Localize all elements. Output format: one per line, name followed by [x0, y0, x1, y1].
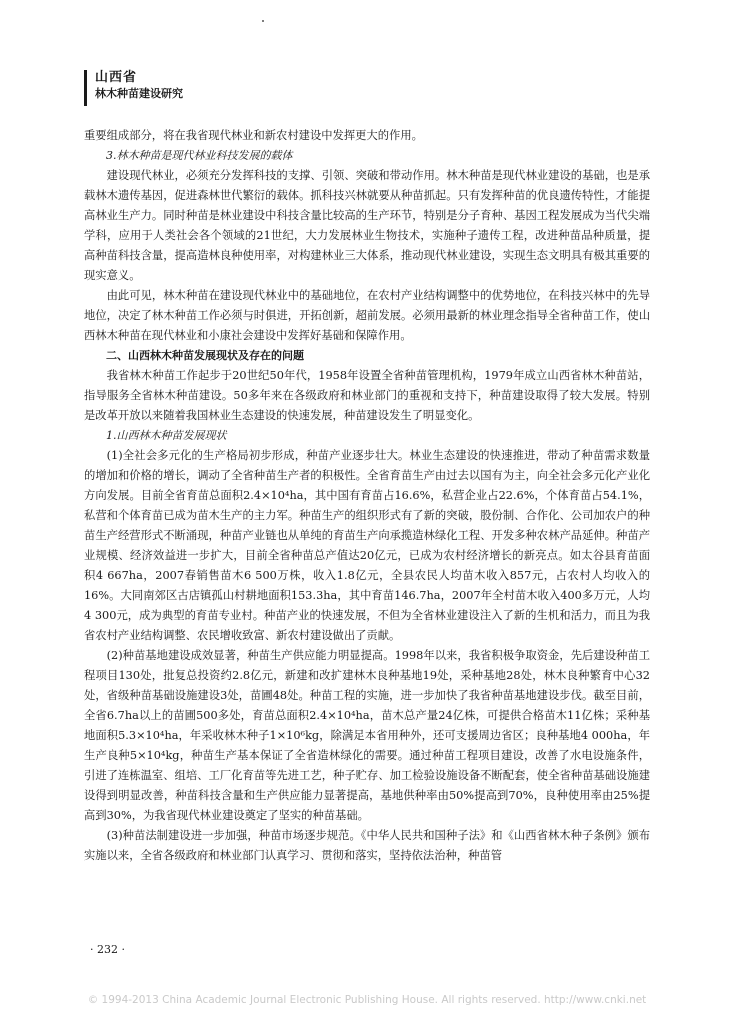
subsection-heading: 1.山西林木种苗发展现状 — [106, 429, 227, 442]
subsection-heading: 3.林木种苗是现代林业科技发展的载体 — [106, 149, 293, 162]
paragraph: 我省林木种苗工作起步于20世纪50年代，1958年设置全省种苗管理机构，1979年成立山西省林木种苗站，指导服务全省林木种苗建设。50多年来在各级政府和林业部门的重视和支持下，种苗建设取得了较大发展。特别是改革开放以来随着我国林业生态建设的快速发展，种苗建设发生了明显变化。 — [84, 369, 650, 422]
header-province: 山西省 — [95, 70, 138, 85]
scan-speck — [262, 20, 264, 22]
paragraph-continuation: 重要组成部分，将在我省现代林业和新农村建设中发挥更大的作用。 — [84, 129, 423, 142]
header-subtitle: 林木种苗建设研究 — [95, 87, 183, 100]
paragraph: (3)种苗法制建设进一步加强，种苗市场逐步规范。《中华人民共和国种子法》和《山西省林木种子条例》颁布实施以来，全省各级政府和林业部门认真学习、贯彻和落实，坚持依法治种，种苗管 — [84, 829, 650, 862]
paragraph: 建设现代林业，必须充分发挥科技的支撑、引领、突破和带动作用。林木种苗是现代林业建设的基础，也是承载林木遗传基因，促进森林世代繁衍的载体。抓科技兴林就要从种苗抓起。只有发挥种苗的优良遗传特性，才能提高林业生产力。同时种苗是林业建设中科技含量比较高的生产环节，特别是分子育种、基因工程发展成为当代尖端学科，应用于人类社会各个领域的21世纪，大力发展林业生物技术，实施种子遗传工程，改进种苗品种质量，提高种苗科技含量，提高造林良种使用率，对构建林业三大体系，推动现代林业建设，实现生态文明具有极其重要的现实意义。 — [84, 169, 650, 282]
page-number: · 232 · — [90, 943, 125, 956]
paragraph: (1)全社会多元化的生产格局初步形成，种苗产业逐步壮大。林业生态建设的快速推进，带动了种苗需求数量的增加和价格的增长，调动了全省种苗生产者的积极性。全省育苗生产由过去以国有为主，向全社会多元化产业化方向发展。目前全省育苗总面积2.4×10⁴ha，其中国有育苗占16.6%，私营企业占22.6%，个体育苗占54.1%，私营和个体育苗已成为苗木生产的主力军。种苗生产的组织形式有了新的突破，股份制、合作化、公司加农户的种苗生产经营形式不断涌现，种苗产业链也从单纯的育苗生产向承揽造林绿化工程、开发多种农林产品延伸。种苗产业规模、经济效益进一步扩大，目前全省种苗总产值达20亿元，已成为农村经济增长的新亮点。如太谷县育苗面积4 667ha，2007春销售苗木6 500万株，收入1.8亿元，全县农民人均苗木收入857元，占农村人均收入的16%。大同南郊区古店镇孤山村耕地面积153.3ha，其中育苗146.7ha，2007年全村苗木收入400多万元，人均4 300元，成为典型的育苗专业村。种苗产业的快速发展，不但为全省林业建设注入了新的生机和活力，而且为我省农村产业结构调整、农民增收致富、新农村建设做出了贡献。 — [84, 449, 650, 642]
copyright-footer: © 1994-2013 China Academic Journal Electronic Publishing House. All rights reserved. http://www.cnki.net — [87, 994, 647, 1006]
running-header — [84, 70, 183, 106]
section-heading: 二、山西林木种苗发展现状及存在的问题 — [106, 349, 304, 362]
paragraph: 由此可见，林木种苗在建设现代林业中的基础地位，在农村产业结构调整中的优势地位，在科技兴林中的先导地位，决定了林木种苗工作必须与时俱进，开拓创新，超前发展。必须用最新的林业理念指导全省种苗工作，使山西林木种苗在现代林业和小康社会建设中发挥好基础和保障作用。 — [84, 289, 650, 342]
article-body — [84, 126, 650, 866]
paragraph: (2)种苗基地建设成效显著，种苗生产供应能力明显提高。1998年以来，我省积极争取资金，先后建设种苗工程项目130处，批复总投资约2.8亿元，新建和改扩建林木良种基地19处，采种基地28处，林木良种繁育中心32处，省级种苗基础设施建设3处，苗圃48处。种苗工程的实施，进一步加快了我省种苗基地建设步伐。截至目前，全省6.7ha以上的苗圃500多处，育苗总面积2.4×10⁴ha，苗木总产量24亿株，可提供合格苗木11亿株；采种基地面积5.3×10⁴ha，年采收林木种子1×10⁶kg，除满足本省用种外，还可支援周边省区；良种基地4 000ha，年生产良种5×10⁴kg，种苗生产基本保证了全省造林绿化的需要。通过种苗工程项目建设，改善了水电设施条件，引进了连栋温室、组培、工厂化育苗等先进工艺，种子贮存、加工检验设施设备不断配套，使全省种苗基础设施建设得到明显改善，种苗科技含量和生产供应能力显著提高，基地供种率由50%提高到70%，良种使用率由25%提高到30%，为我省现代林业建设奠定了坚实的种苗基础。 — [84, 649, 650, 822]
